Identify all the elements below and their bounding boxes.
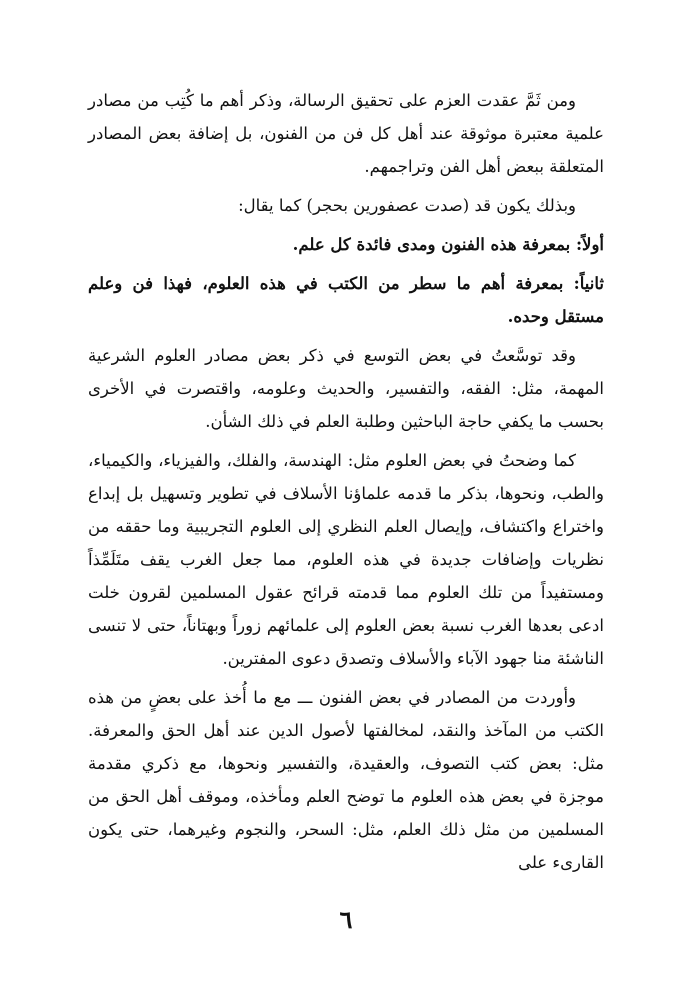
paragraph-sharia-sciences: وقد توسَّعتُ في بعض التوسع في ذكر بعض مصادر العلوم الشرعية المهمة، مثل: الفقه، والتفسير، والحديث وعلومه، واقتصرت في الأخرى بحسب ما يكفي حاجة الباحثين وطلبة العلم في ذلك الشأن. [88,346,604,431]
paragraph-first-point: أولاً: بمعرفة هذه الفنون ومدى فائدة كل علم. [292,235,604,254]
paragraph-two-birds: وبذلك يكون قد (صدت عصفورين بحجر) كما يقال: [238,196,576,215]
paragraph-second-point: ثانياً: بمعرفة أهم ما سطر من الكتب في هذه العلوم، فهذا فن وعلم مستقل وحده. [88,274,604,326]
paragraph-intro: ومن ثَمَّ عقدت العزم على تحقيق الرسالة، وذكر أهم ما كُتِب من مصادر علمية معتبرة موثوقة عند أهل كل فن من الفنون، بل إضافة بعض المصادر المتعلقة ببعض أهل الفن وتراجمهم. [88,91,604,176]
page-number: ٦ [339,905,353,934]
body-text [88,84,604,885]
paragraph-natural-sciences: كما وضحتُ في بعض العلوم مثل: الهندسة، والفلك، والفيزياء، والكيمياء، والطب، ونحوها، بذكر ما قدمه علماؤنا الأسلاف في تطوير وتسهيل بل إبداع واختراع واكتشاف، وإيصال العلم النظري إلى العلوم التجريبية وما حققه من نظريات وإضافات جديدة في هذه العلوم، مما جعل الغرب يقف متَلَمِّذاً ومستفيداً من تلك العلوم مما قدمته قرائح عقول المسلمين لقرون خلت ادعى بعدها الغرب نسبة بعض العلوم إلى علمائهم زوراً وبهتاناً، حتى لا تنسى الناشئة منا جهود الآباء والأسلاف وتصدق دعوى المفترين. [88,451,604,668]
paragraph-criticized-sources: وأوردت من المصادر في بعض الفنون ـــ مع ما أُخذ على بعضٍ من هذه الكتب من المآخذ والنقد، لمخالفتها لأصول الدين عند أهل الحق والمعرفة. مثل: بعض كتب التصوف، والعقيدة، والتفسير ونحوها، مع ذكري مقدمة موجزة في بعض هذه العلوم ما توضح العلم ومأخذه، وموقف أهل الحق من المسلمين من مثل ذلك العلم، مثل: السحر، والنجوم وغيرهما، حتى يكون القارىء على [88,688,604,872]
